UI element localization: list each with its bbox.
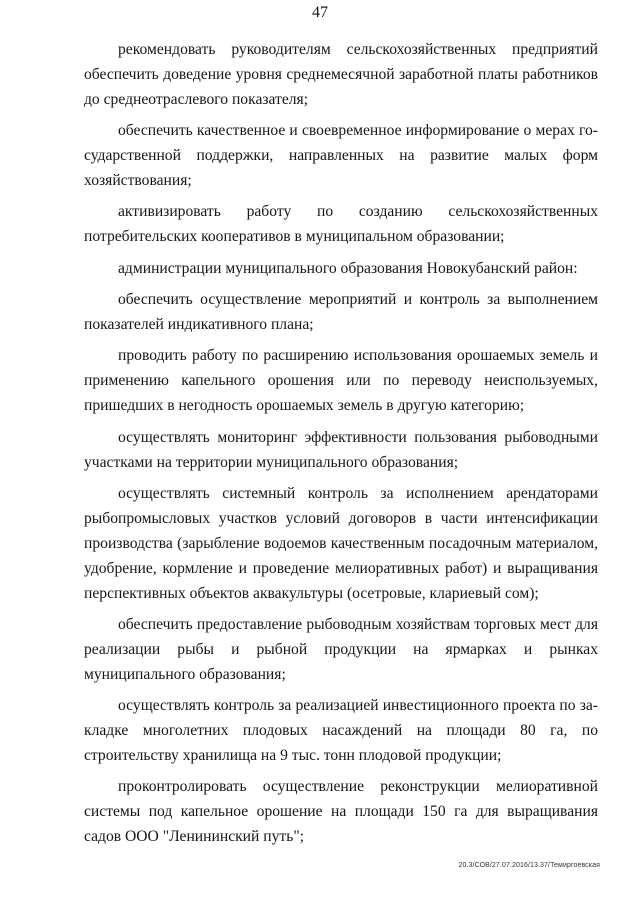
- page-number: 47: [312, 4, 328, 21]
- paragraph: осуществлять системный контроль за исполнением арендаторами рыбопромысловых участков условий договоров в части интенсификации производства (зарыбление водоемов качественным посадочным материалом, удобрение, кормление и проведение мелиоративных работ) и выращивания перспективных объектов аквакультуры (осетровые, клариевый сом);: [84, 485, 598, 602]
- paragraph: обеспечить качественное и своевременное информирование о мерах государственной поддержки, направленных на развитие малых форм хозяйствования;: [84, 122, 598, 190]
- paragraph: проконтролировать осуществление реконструкции мелиоративной системы под капельное орошение на площади 150 га для выращивания садов ООО "Ленининский путь";: [84, 778, 598, 846]
- paragraph: рекомендовать руководителям сельскохозяйственных предприятий обеспечить доведение уровня среднемесячной заработной платы работников до среднеотраслевого показателя;: [84, 41, 598, 108]
- document-body: [84, 38, 598, 857]
- paragraph: администрации муниципального образования Новокубанский район:: [118, 259, 578, 277]
- paragraph: осуществлять контроль за реализацией инвестиционного проекта по закладке многолетних плодовых насаждений на площади 80 га, по строительству хранилища на 9 тыс. тонн плодовой продукции;: [84, 697, 598, 765]
- paragraph: активизировать работу по созданию сельскохозяйственных потребительских кооперативов в муниципальном образовании;: [84, 203, 598, 246]
- paragraph: обеспечить предоставление рыбоводным хозяйствам торговых мест для реализации рыбы и рыбной продукции на ярмарках и рынках муниципального образования;: [84, 616, 598, 683]
- paragraph: осуществлять мониторинг эффективности пользования рыбоводными участками на территории муниципального образования;: [84, 428, 598, 471]
- paragraph: проводить работу по расширению использования орошаемых земель и применению капельного орошения или по переводу неиспользуемых, пришедших в негодность орошаемых земель в другую категорию;: [84, 347, 598, 415]
- document-stamp: 20.3/СОВ/27.07.2016/13.37/Темиргоевская: [458, 862, 600, 869]
- paragraph: обеспечить осуществление мероприятий и контроль за выполнением показателей индикативного плана;: [84, 291, 598, 334]
